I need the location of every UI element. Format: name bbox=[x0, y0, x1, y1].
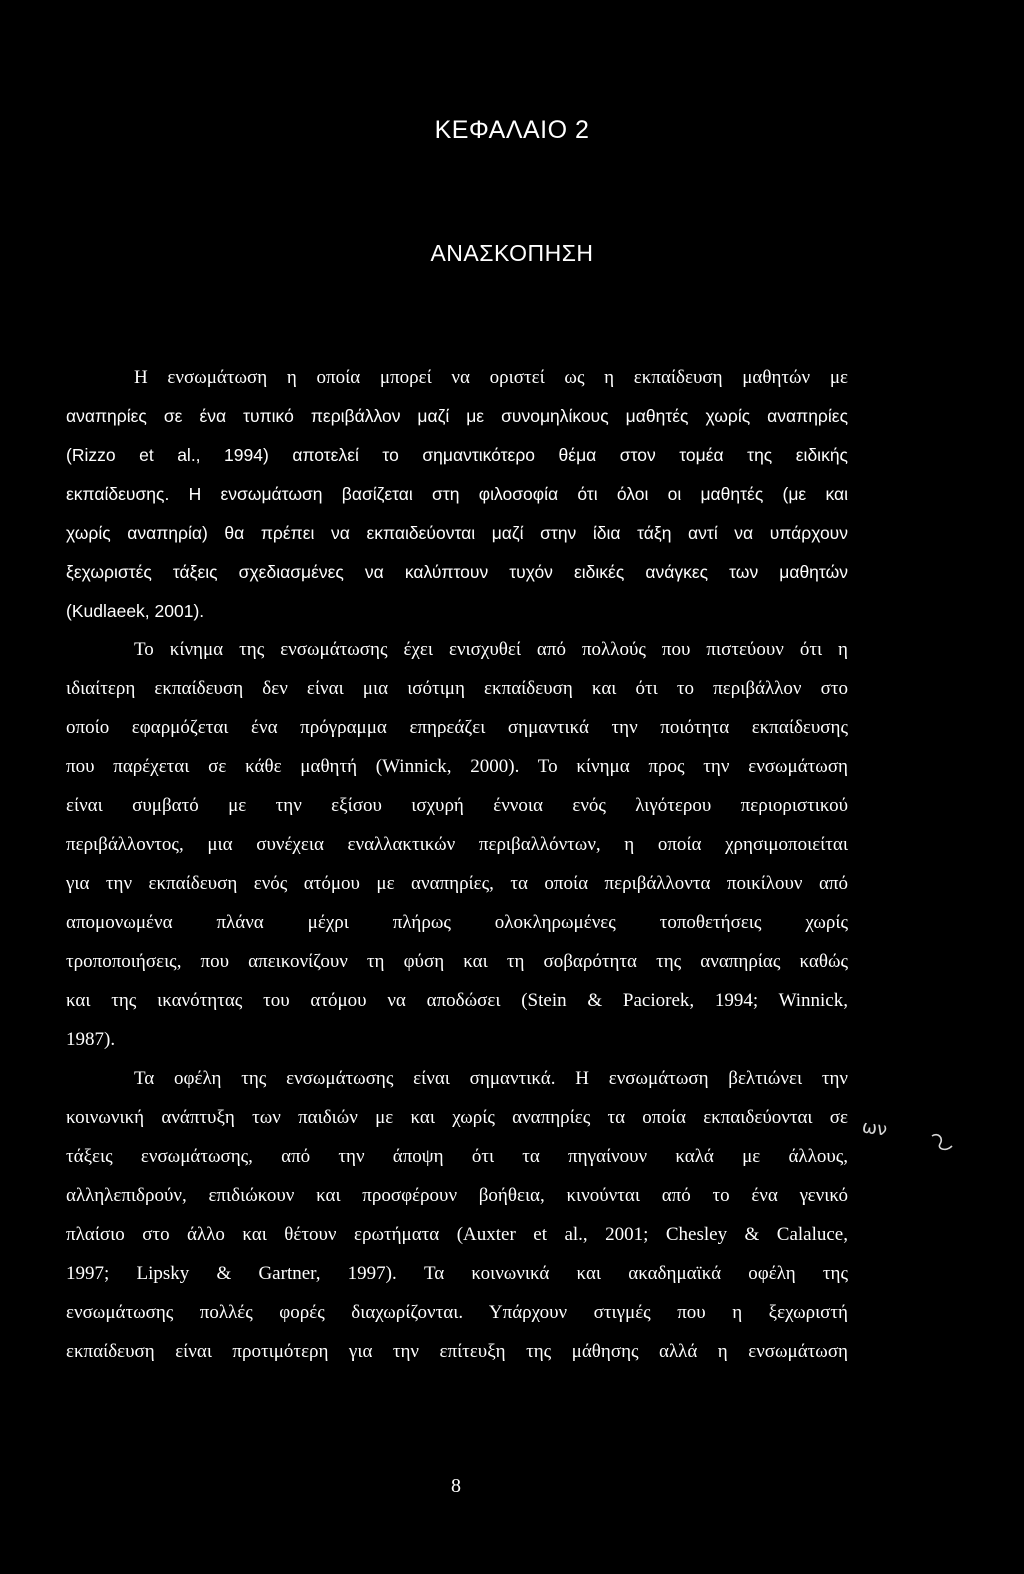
body-line: (Rizzo et al., 1994) αποτελεί το σημαντικότερο θέμα στον τομέα της ειδικής bbox=[66, 445, 848, 465]
body-line: για την εκπαίδευση ενός ατόμου με αναπηρίες, τα οποία περιβάλλοντα ποικίλουν από bbox=[66, 873, 848, 894]
body-line: και της ικανότητας του ατόμου να αποδώσει (Stein & Paciorek, 1994; Winnick, bbox=[66, 990, 848, 1011]
handwritten-margin-note: ων bbox=[860, 1116, 889, 1141]
body-line: αναπηρίες σε ένα τυπικό περιβάλλον μαζί με συνομηλίκους μαθητές χωρίς αναπηρίες bbox=[66, 406, 848, 426]
body-line: (Kudlaeek, 2001). bbox=[66, 601, 205, 621]
body-line: πλαίσιο στο άλλο και θέτουν ερωτήματα (Auxter et al., 2001; Chesley & Calaluce, bbox=[66, 1224, 848, 1245]
body-line: χωρίς αναπηρία) θα πρέπει να εκπαιδεύονται μαζί στην ίδια τάξη αντί να υπάρχουν bbox=[66, 523, 848, 543]
body-line: ιδιαίτερη εκπαίδευση δεν είναι μια ισότιμη εκπαίδευση και ότι το περιβάλλον στο bbox=[66, 678, 848, 699]
page-number: 8 bbox=[451, 1475, 461, 1497]
body-line: εκπαίδευση είναι προτιμότερη για την επίτευξη της μάθησης αλλά η ενσωμάτωση bbox=[66, 1341, 848, 1362]
body-line: Τα οφέλη της ενσωμάτωσης είναι σημαντικά. Η ενσωμάτωση βελτιώνει την bbox=[134, 1068, 848, 1089]
chapter-title: ΚΕΦΑΛΑΙΟ 2 bbox=[434, 116, 590, 144]
body-line: απομονωμένα πλάνα μέχρι πλήρως ολοκληρωμένες τοποθετήσεις χωρίς bbox=[66, 912, 848, 933]
body-line: τάξεις ενσωμάτωσης, από την άποψη ότι τα πηγαίνουν καλά με άλλους, bbox=[66, 1146, 848, 1167]
body-line: τροποποιήσεις, που απεικονίζουν τη φύση και τη σοβαρότητα της αναπηρίας καθώς bbox=[66, 951, 848, 972]
section-title: ΑΝΑΣΚΟΠΗΣΗ bbox=[430, 240, 594, 266]
handwritten-mark-icon bbox=[928, 1130, 958, 1156]
body-line: είναι συμβατό με την εξίσου ισχυρή έννοια ενός λιγότερου περιοριστικού bbox=[66, 795, 848, 816]
body-line: Το κίνημα της ενσωμάτωσης έχει ενισχυθεί από πολλούς που πιστεύουν ότι η bbox=[134, 639, 848, 660]
body-line: εκπαίδευσης. Η ενσωμάτωση βασίζεται στη φιλοσοφία ότι όλοι οι μαθητές (με και bbox=[66, 484, 848, 504]
body-line: Η ενσωμάτωση η οποία μπορεί να οριστεί ως η εκπαίδευση μαθητών με bbox=[134, 367, 848, 388]
body-line: ξεχωριστές τάξεις σχεδιασμένες να καλύπτουν τυχόν ειδικές ανάγκες των μαθητών bbox=[66, 562, 848, 582]
body-line: περιβάλλοντος, μια συνέχεια εναλλακτικών περιβαλλόντων, η οποία χρησιμοποιείται bbox=[66, 834, 848, 855]
body-line: 1997; Lipsky & Gartner, 1997). Τα κοινωνικά και ακαδημαϊκά οφέλη της bbox=[66, 1263, 848, 1284]
body-line: ενσωμάτωσης πολλές φορές διαχωρίζονται. Υπάρχουν στιγμές που η ξεχωριστή bbox=[66, 1302, 848, 1323]
body-line: κοινωνική ανάπτυξη των παιδιών με και χωρίς αναπηρίες τα οποία εκπαιδεύονται σε bbox=[66, 1107, 848, 1128]
body-line: 1987). bbox=[66, 1029, 116, 1050]
body-line: που παρέχεται σε κάθε μαθητή (Winnick, 2000). Το κίνημα προς την ενσωμάτωση bbox=[66, 756, 848, 777]
body-line: αλληλεπιδρούν, επιδιώκουν και προσφέρουν βοήθεια, κινούνται από το ένα γενικό bbox=[66, 1185, 848, 1206]
body-line: οποίο εφαρμόζεται ένα πρόγραμμα επηρεάζει σημαντικά την ποιότητα εκπαίδευσης bbox=[66, 717, 848, 738]
